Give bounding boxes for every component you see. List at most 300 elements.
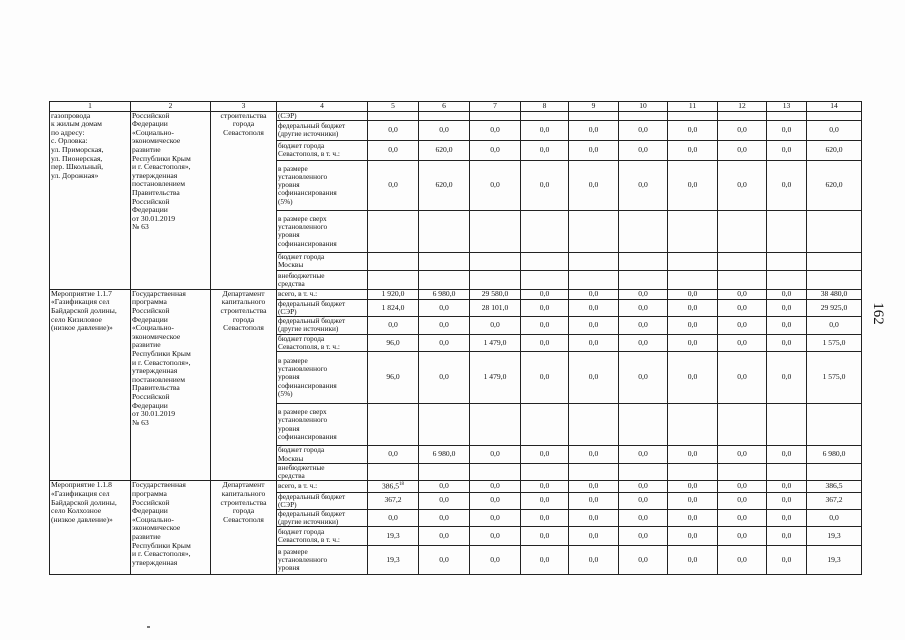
amount-cell xyxy=(807,527,862,546)
amount-cell xyxy=(807,352,862,404)
amount-cell xyxy=(767,111,807,120)
amount-cell xyxy=(470,317,521,334)
amount-value: 0,0 xyxy=(687,289,698,298)
amount-cell xyxy=(521,140,569,160)
amount-cell xyxy=(807,404,862,446)
amount-value: 0,0 xyxy=(588,449,599,459)
activity-name-cell: газопровода к жилым домам по адресу: с. Орловка: ул. Приморская, ул. Пионерская, пер. Школьный, ул. Дорожная» xyxy=(50,111,131,289)
amount-cell xyxy=(807,111,862,120)
column-number-4: 4 xyxy=(277,102,368,112)
amount-cell xyxy=(368,299,419,316)
funding-source-label: (СЭР) xyxy=(277,111,368,120)
column-header-row xyxy=(50,102,862,112)
amount-cell xyxy=(668,334,718,351)
amount-cell xyxy=(668,210,718,252)
funding-source-label: всего, в т. ч.: xyxy=(277,289,368,299)
amount-cell xyxy=(419,352,470,404)
amount-cell xyxy=(470,481,521,492)
amount-value: 0,0 xyxy=(539,302,550,312)
amount-value: 0,0 xyxy=(439,495,449,505)
amount-cell xyxy=(619,270,668,289)
amount-value: 0,0 xyxy=(638,372,648,382)
amount-cell xyxy=(569,509,619,526)
amount-cell xyxy=(368,492,419,509)
amount-value: 0,0 xyxy=(490,531,500,541)
funding-source-label: бюджет города Севастополя, в т. ч.: xyxy=(277,527,368,546)
amount-value: 0,0 xyxy=(781,495,792,505)
footnote-marker: 18 xyxy=(399,482,405,488)
amount-cell xyxy=(718,210,767,252)
program-name-cell: Государственная программа Российской Федерации «Социально- экономическое развитие Республики Крым и г. Севастополя», утвержденная xyxy=(131,481,211,575)
column-number-3: 3 xyxy=(211,102,277,112)
amount-value: 0,0 xyxy=(687,337,698,347)
amount-value: 620,0 xyxy=(825,180,843,189)
amount-value: 0,0 xyxy=(737,337,747,347)
amount-cell xyxy=(368,527,419,546)
amount-value: 0,0 xyxy=(490,512,500,522)
amount-cell xyxy=(767,509,807,526)
amount-value: 0,0 xyxy=(539,495,550,505)
amount-value: 0,0 xyxy=(781,180,792,189)
amount-cell xyxy=(767,352,807,404)
amount-cell xyxy=(718,404,767,446)
amount-value: 0,0 xyxy=(638,125,648,134)
amount-cell xyxy=(419,446,470,464)
amount-cell xyxy=(807,120,862,140)
amount-value: 0,0 xyxy=(737,320,747,330)
amount-value: 0,0 xyxy=(539,449,550,459)
amount-value: 1 479,0 xyxy=(483,337,507,347)
amount-value: 0,0 xyxy=(781,302,792,312)
column-number-7: 7 xyxy=(470,102,521,112)
amount-value: 0,0 xyxy=(588,180,599,189)
amount-value: 0,0 xyxy=(638,145,648,154)
column-number-14: 14 xyxy=(807,102,862,112)
amount-cell xyxy=(521,160,569,210)
amount-value: 367,2 xyxy=(384,495,402,505)
amount-cell xyxy=(668,509,718,526)
amount-value: 0,0 xyxy=(638,320,648,330)
amount-cell xyxy=(521,252,569,270)
amount-cell xyxy=(419,210,470,252)
amount-value: 0,0 xyxy=(737,302,747,312)
amount-cell xyxy=(368,140,419,160)
amount-value: 0,0 xyxy=(388,512,398,522)
amount-value: 29 925,0 xyxy=(820,302,848,312)
column-number-11: 11 xyxy=(668,102,718,112)
amount-cell xyxy=(619,492,668,509)
amount-cell xyxy=(521,446,569,464)
amount-cell xyxy=(470,289,521,299)
funding-source-label: федеральный бюджет (другие источники) xyxy=(277,120,368,140)
amount-cell xyxy=(668,492,718,509)
amount-cell xyxy=(619,334,668,351)
amount-cell xyxy=(521,299,569,316)
amount-value: 0,0 xyxy=(588,125,599,134)
funding-source-label: бюджет города Севастополя, в т. ч.: xyxy=(277,334,368,351)
amount-value: 0,0 xyxy=(638,512,648,522)
amount-value: 38 480,0 xyxy=(820,289,848,298)
amount-value: 0,0 xyxy=(737,145,747,154)
amount-cell xyxy=(807,509,862,526)
amount-cell xyxy=(419,299,470,316)
amount-cell xyxy=(767,252,807,270)
amount-value: 0,0 xyxy=(737,180,747,189)
amount-cell xyxy=(368,464,419,481)
amount-value: 19,3 xyxy=(827,531,841,541)
amount-value: 0,0 xyxy=(539,180,550,189)
amount-cell xyxy=(419,334,470,351)
funding-source-label: федеральный бюджет (другие источники) xyxy=(277,317,368,334)
amount-value: 1 479,0 xyxy=(483,372,507,382)
amount-value: 0,0 xyxy=(781,125,792,134)
amount-cell xyxy=(668,546,718,575)
amount-cell xyxy=(718,120,767,140)
amount-cell xyxy=(619,120,668,140)
amount-value: 0,0 xyxy=(638,449,648,459)
funding-source-label: всего, в т. ч.: xyxy=(277,481,368,492)
amount-value: 0,0 xyxy=(687,481,698,491)
amount-cell xyxy=(718,352,767,404)
amount-cell xyxy=(718,299,767,316)
amount-cell xyxy=(619,299,668,316)
amount-cell xyxy=(619,464,668,481)
amount-cell xyxy=(767,546,807,575)
funding-source-label: в размере установленного уровня софинансирования (5%) xyxy=(277,352,368,404)
amount-cell xyxy=(668,270,718,289)
amount-cell xyxy=(807,140,862,160)
amount-value: 0,0 xyxy=(737,495,747,505)
amount-cell xyxy=(470,334,521,351)
amount-value: 0,0 xyxy=(781,145,792,154)
amount-cell xyxy=(767,464,807,481)
amount-value: 1 575,0 xyxy=(822,372,846,382)
amount-value: 6 980,0 xyxy=(432,449,456,459)
amount-cell xyxy=(668,464,718,481)
funding-source-label: федеральный бюджет (СЭР) xyxy=(277,299,368,316)
amount-value: 0,0 xyxy=(588,289,599,298)
amount-value: 0,0 xyxy=(687,180,698,189)
amount-value: 386,5 xyxy=(825,481,843,491)
amount-value: 0,0 xyxy=(588,531,599,541)
amount-cell xyxy=(668,446,718,464)
amount-value: 0,0 xyxy=(539,481,550,491)
amount-cell xyxy=(767,527,807,546)
amount-value: 620,0 xyxy=(435,180,453,189)
amount-cell xyxy=(521,404,569,446)
amount-cell xyxy=(668,317,718,334)
amount-value: 96,0 xyxy=(386,337,400,347)
amount-value: 0,0 xyxy=(687,555,698,565)
amount-cell xyxy=(521,289,569,299)
amount-value: 0,0 xyxy=(737,372,747,382)
amount-value: 6 980,0 xyxy=(822,449,846,459)
amount-cell xyxy=(767,289,807,299)
amount-value: 0,0 xyxy=(388,449,398,459)
amount-cell xyxy=(470,404,521,446)
amount-value: 0,0 xyxy=(638,531,648,541)
amount-cell xyxy=(419,270,470,289)
amount-cell xyxy=(718,140,767,160)
amount-cell xyxy=(419,546,470,575)
amount-value: 0,0 xyxy=(388,320,398,330)
funding-source-label: в размере установленного уровня xyxy=(277,546,368,575)
amount-cell xyxy=(419,252,470,270)
amount-cell xyxy=(569,404,619,446)
program-name-cell: Государственная программа Российской Федерации «Социально- экономическое развитие Республики Крым и г. Севастополя», утвержденная постановлением Правительства Российской Федерации от 30.01.2019 № 63 xyxy=(131,289,211,481)
amount-cell xyxy=(569,289,619,299)
amount-value: 6 980,0 xyxy=(432,289,456,298)
amount-cell xyxy=(718,527,767,546)
amount-cell xyxy=(470,492,521,509)
amount-cell xyxy=(767,334,807,351)
amount-value: 28 101,0 xyxy=(481,302,509,312)
column-number-12: 12 xyxy=(718,102,767,112)
amount-cell xyxy=(668,120,718,140)
amount-value: 0,0 xyxy=(490,145,500,154)
amount-cell xyxy=(569,210,619,252)
amount-value: 0,0 xyxy=(588,555,599,565)
amount-value: 0,0 xyxy=(490,320,500,330)
amount-cell xyxy=(368,352,419,404)
amount-cell xyxy=(368,317,419,334)
amount-cell xyxy=(718,546,767,575)
amount-value: 0,0 xyxy=(638,555,648,565)
amount-cell xyxy=(419,527,470,546)
amount-cell xyxy=(569,492,619,509)
amount-cell xyxy=(470,446,521,464)
amount-value: 0,0 xyxy=(737,289,747,298)
amount-cell xyxy=(521,317,569,334)
amount-cell xyxy=(718,111,767,120)
amount-cell xyxy=(470,270,521,289)
amount-value: 0,0 xyxy=(687,125,698,134)
amount-cell xyxy=(767,210,807,252)
amount-cell xyxy=(569,352,619,404)
amount-cell xyxy=(807,252,862,270)
amount-value: 0,0 xyxy=(588,372,599,382)
amount-cell xyxy=(569,334,619,351)
amount-cell xyxy=(767,317,807,334)
amount-cell xyxy=(767,446,807,464)
amount-cell xyxy=(807,492,862,509)
amount-cell xyxy=(619,509,668,526)
amount-cell xyxy=(419,289,470,299)
amount-value: 367,2 xyxy=(825,495,843,505)
column-number-2: 2 xyxy=(131,102,211,112)
amount-cell xyxy=(521,464,569,481)
funding-table xyxy=(49,101,862,575)
amount-value: 0,0 xyxy=(388,180,398,189)
amount-value: 0,0 xyxy=(687,449,698,459)
amount-cell xyxy=(569,546,619,575)
amount-cell xyxy=(419,317,470,334)
amount-value: 0,0 xyxy=(781,481,792,491)
amount-value: 0,0 xyxy=(737,512,747,522)
amount-cell xyxy=(521,527,569,546)
amount-value: 386,5 xyxy=(381,481,400,491)
amount-value: 0,0 xyxy=(737,125,747,134)
amount-cell xyxy=(619,252,668,270)
amount-cell xyxy=(368,210,419,252)
amount-cell xyxy=(767,492,807,509)
table-row xyxy=(50,481,862,492)
column-number-8: 8 xyxy=(521,102,569,112)
amount-value: 0,0 xyxy=(539,320,550,330)
amount-cell xyxy=(807,464,862,481)
amount-cell xyxy=(668,352,718,404)
amount-cell xyxy=(368,509,419,526)
amount-cell xyxy=(521,270,569,289)
amount-cell xyxy=(521,120,569,140)
amount-cell xyxy=(619,527,668,546)
amount-value: 0,0 xyxy=(588,302,599,312)
amount-value: 96,0 xyxy=(386,372,400,382)
executor-cell: Департамент капитального строительства города Севастополя xyxy=(211,481,277,575)
amount-cell xyxy=(569,299,619,316)
amount-cell xyxy=(619,446,668,464)
amount-cell xyxy=(569,527,619,546)
amount-value: 0,0 xyxy=(539,337,550,347)
amount-value: 0,0 xyxy=(687,495,698,505)
amount-cell xyxy=(419,404,470,446)
amount-value: 0,0 xyxy=(829,125,839,134)
amount-cell xyxy=(718,289,767,299)
amount-value: 0,0 xyxy=(638,302,648,312)
table-row xyxy=(50,289,862,299)
column-number-9: 9 xyxy=(569,102,619,112)
amount-value: 0,0 xyxy=(737,449,747,459)
amount-cell xyxy=(807,546,862,575)
amount-value: 1 575,0 xyxy=(822,337,846,347)
amount-cell xyxy=(368,270,419,289)
amount-cell xyxy=(419,120,470,140)
amount-cell xyxy=(470,160,521,210)
amount-cell xyxy=(668,404,718,446)
amount-cell xyxy=(368,289,419,299)
amount-value: 0,0 xyxy=(687,145,698,154)
amount-cell xyxy=(718,446,767,464)
amount-value: 0,0 xyxy=(539,125,550,134)
executor-cell: строительства города Севастополя xyxy=(211,111,277,289)
funding-source-label: внебюджетные средства xyxy=(277,270,368,289)
amount-value: 0,0 xyxy=(439,302,449,312)
amount-cell xyxy=(807,334,862,351)
amount-value: 0,0 xyxy=(439,320,449,330)
amount-value: 0,0 xyxy=(439,531,449,541)
amount-value: 0,0 xyxy=(539,555,550,565)
amount-cell xyxy=(569,120,619,140)
amount-cell xyxy=(767,404,807,446)
amount-cell xyxy=(419,111,470,120)
amount-value: 0,0 xyxy=(829,512,839,522)
page-number: 162 xyxy=(869,302,886,325)
amount-value: 0,0 xyxy=(439,125,449,134)
amount-cell xyxy=(569,481,619,492)
column-number-13: 13 xyxy=(767,102,807,112)
funding-source-label: в размере сверх установленного уровня софинансирования xyxy=(277,210,368,252)
amount-cell xyxy=(521,509,569,526)
amount-cell xyxy=(368,446,419,464)
amount-value: 0,0 xyxy=(687,512,698,522)
funding-source-label: в размере установленного уровня софинансирования (5%) xyxy=(277,160,368,210)
amount-cell xyxy=(668,481,718,492)
amount-cell xyxy=(619,481,668,492)
amount-cell xyxy=(668,140,718,160)
amount-cell xyxy=(767,160,807,210)
amount-cell xyxy=(668,252,718,270)
amount-value: 0,0 xyxy=(781,512,792,522)
activity-name-cell: Мероприятие 1.1.7 «Газификация сел Байдарской долины, село Кизиловое (низкое давление)» xyxy=(50,289,131,481)
amount-cell xyxy=(569,160,619,210)
column-number-1: 1 xyxy=(50,102,131,112)
amount-value: 0,0 xyxy=(588,145,599,154)
amount-value: 0,0 xyxy=(781,320,792,330)
amount-cell xyxy=(767,299,807,316)
amount-cell xyxy=(521,481,569,492)
amount-cell xyxy=(807,160,862,210)
amount-value: 0,0 xyxy=(829,320,839,330)
amount-cell xyxy=(470,120,521,140)
amount-cell xyxy=(619,160,668,210)
funding-source-label: бюджет города Севастополя, в т. ч.: xyxy=(277,140,368,160)
amount-cell xyxy=(419,464,470,481)
amount-cell xyxy=(619,404,668,446)
amount-value: 0,0 xyxy=(439,512,449,522)
amount-cell xyxy=(619,289,668,299)
amount-value: 0,0 xyxy=(490,481,500,491)
amount-cell xyxy=(668,160,718,210)
table-row xyxy=(50,111,862,120)
amount-cell xyxy=(569,317,619,334)
amount-value: 0,0 xyxy=(781,337,792,347)
amount-cell xyxy=(368,546,419,575)
funding-source-label: в размере сверх установленного уровня софинансирования xyxy=(277,404,368,446)
amount-cell xyxy=(668,299,718,316)
amount-cell xyxy=(419,492,470,509)
amount-cell xyxy=(419,481,470,492)
amount-cell xyxy=(419,509,470,526)
amount-cell xyxy=(470,252,521,270)
amount-value: 0,0 xyxy=(588,337,599,347)
amount-cell xyxy=(767,481,807,492)
amount-value: 0,0 xyxy=(781,531,792,541)
program-name-cell: Российской Федерации «Социально- экономическое развитие Республики Крым и г. Севастополя», утвержденная постановлением Правительства Российской Федерации от 30.01.2019 № 63 xyxy=(131,111,211,289)
amount-value: 0,0 xyxy=(781,289,792,298)
amount-cell xyxy=(521,492,569,509)
amount-value: 0,0 xyxy=(638,495,648,505)
amount-value: 0,0 xyxy=(588,320,599,330)
amount-cell xyxy=(619,546,668,575)
amount-cell xyxy=(569,446,619,464)
amount-cell xyxy=(569,270,619,289)
amount-value: 0,0 xyxy=(439,481,449,491)
amount-cell xyxy=(718,160,767,210)
column-number-6: 6 xyxy=(419,102,470,112)
amount-cell xyxy=(368,111,419,120)
amount-cell xyxy=(767,120,807,140)
amount-value: 19,3 xyxy=(386,555,400,565)
amount-cell xyxy=(368,334,419,351)
amount-value: 19,3 xyxy=(827,555,841,565)
amount-value: 0,0 xyxy=(588,512,599,522)
amount-value: 0,0 xyxy=(490,449,500,459)
amount-cell xyxy=(718,270,767,289)
amount-cell xyxy=(807,270,862,289)
amount-value: 0,0 xyxy=(490,555,500,565)
amount-cell xyxy=(521,352,569,404)
amount-value: 0,0 xyxy=(490,125,500,134)
